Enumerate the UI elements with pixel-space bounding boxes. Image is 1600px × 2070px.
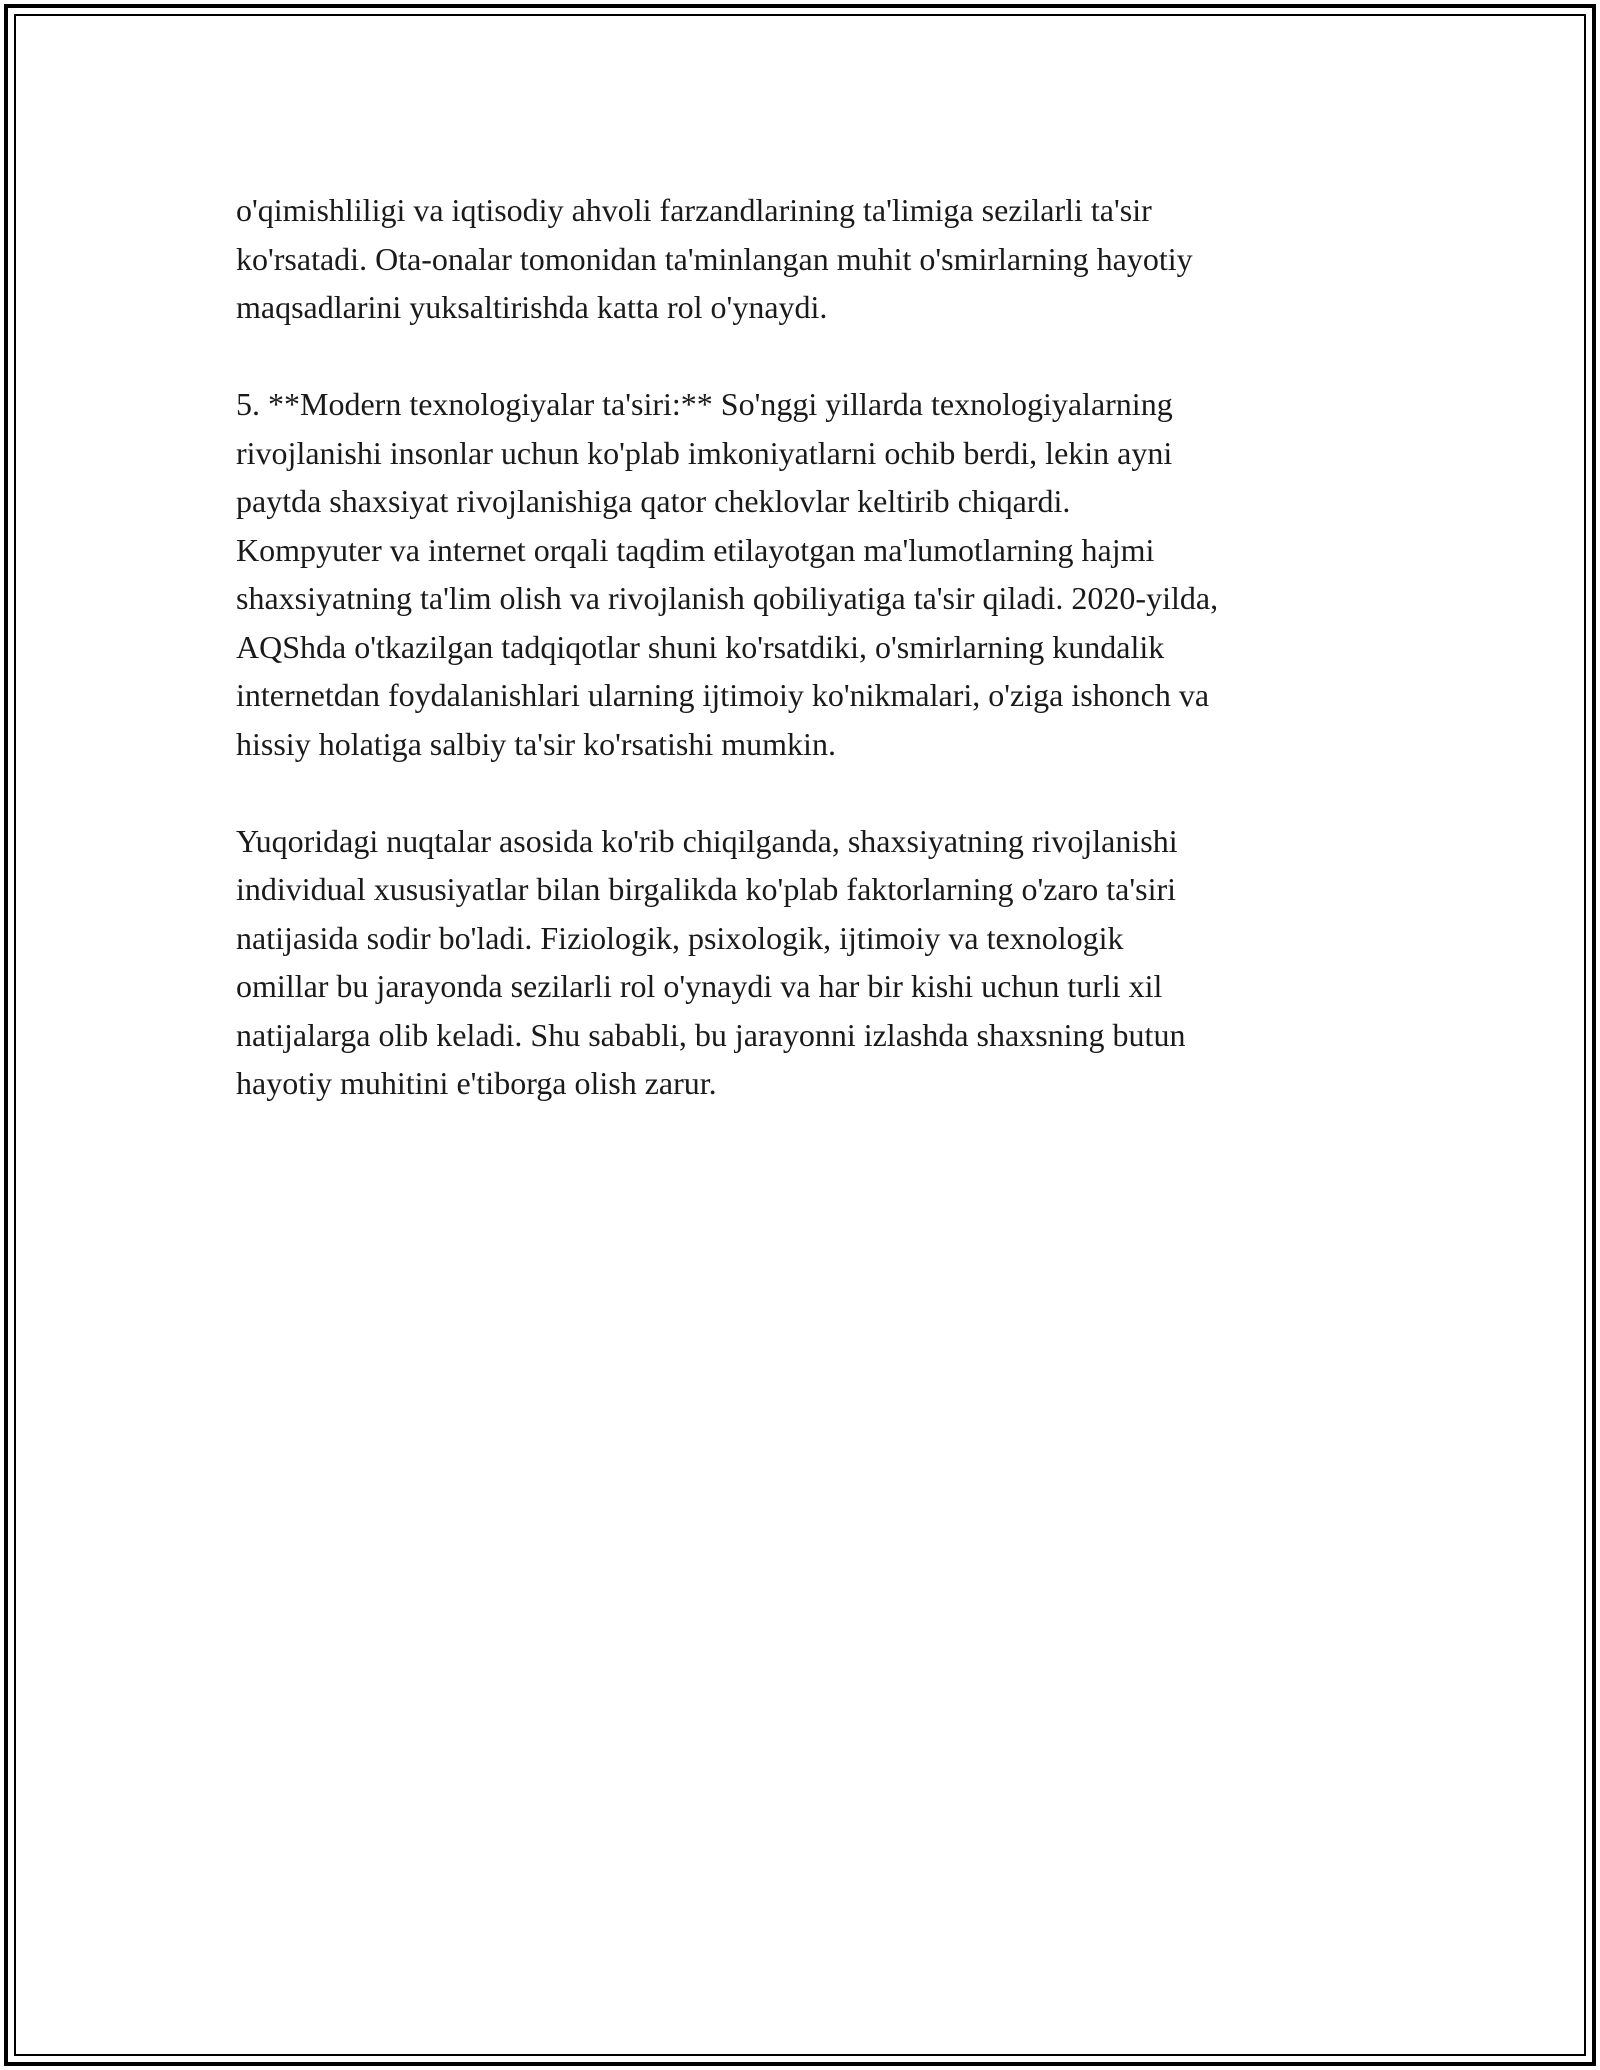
paragraph-spacer — [236, 332, 1376, 381]
paragraph-1 — [236, 186, 1376, 332]
text-line: AQShda o'tkazilgan tadqiqotlar shuni ko'rsatdiki, o'smirlarning kundalik — [236, 628, 1165, 665]
text-line: omillar bu jarayonda sezilarli rol o'ynaydi va har bir kishi uchun turli xil — [236, 968, 1163, 1004]
text-line: individual xususiyatlar bilan birgalikda ko'plab faktorlarning o'zaro ta'siri — [236, 871, 1177, 907]
text-line: natijasida sodir bo'ladi. Fiziologik, psixologik, ijtimoiy va texnologik — [236, 919, 1124, 956]
paragraph-3 — [236, 817, 1376, 1108]
document-body — [236, 186, 1376, 1108]
paragraph-spacer — [236, 768, 1376, 817]
text-line: maqsadlarini yuksaltirishda katta rol o'ynaydi. — [236, 289, 828, 325]
text-line: o'qimishliligi va iqtisodiy ahvoli farzandlarining ta'limiga sezilarli ta'sir — [236, 192, 1152, 228]
text-line: hissiy holatiga salbiy ta'sir ko'rsatishi mumkin. — [236, 725, 836, 762]
paragraph-2 — [236, 380, 1376, 768]
text-line: 5. **Modern texnologiyalar ta'siri:** So'nggi yillarda texnologiyalarning — [236, 386, 1173, 422]
text-line: rivojlanishi insonlar uchun ko'plab imkoniyatlarni ochib berdi, lekin ayni — [236, 434, 1173, 471]
text-line: internetdan foydalanishlari ularning ijtimoiy ko'nikmalari, o'ziga ishonch va — [236, 677, 1210, 713]
text-line: ko'rsatadi. Ota-onalar tomonidan ta'minlangan muhit o'smirlarning hayotiy — [236, 240, 1193, 277]
text-line: Yuqoridagi nuqtalar asosida ko'rib chiqilganda, shaxsiyatning rivojlanishi — [236, 822, 1178, 859]
text-line: Kompyuter va internet orqali taqdim etilayotgan ma'lumotlarning hajmi — [236, 531, 1155, 568]
text-line: hayotiy muhitini e'tiborga olish zarur. — [236, 1065, 717, 1101]
text-line: paytda shaxsiyat rivojlanishiga qator cheklovlar keltirib chiqardi. — [236, 483, 1071, 519]
text-line: natijalarga olib keladi. Shu sababli, bu jarayonni izlashda shaxsning butun — [236, 1016, 1186, 1053]
text-line: shaxsiyatning ta'lim olish va rivojlanish qobiliyatiga ta'sir qiladi. 2020-yilda, — [236, 580, 1219, 616]
